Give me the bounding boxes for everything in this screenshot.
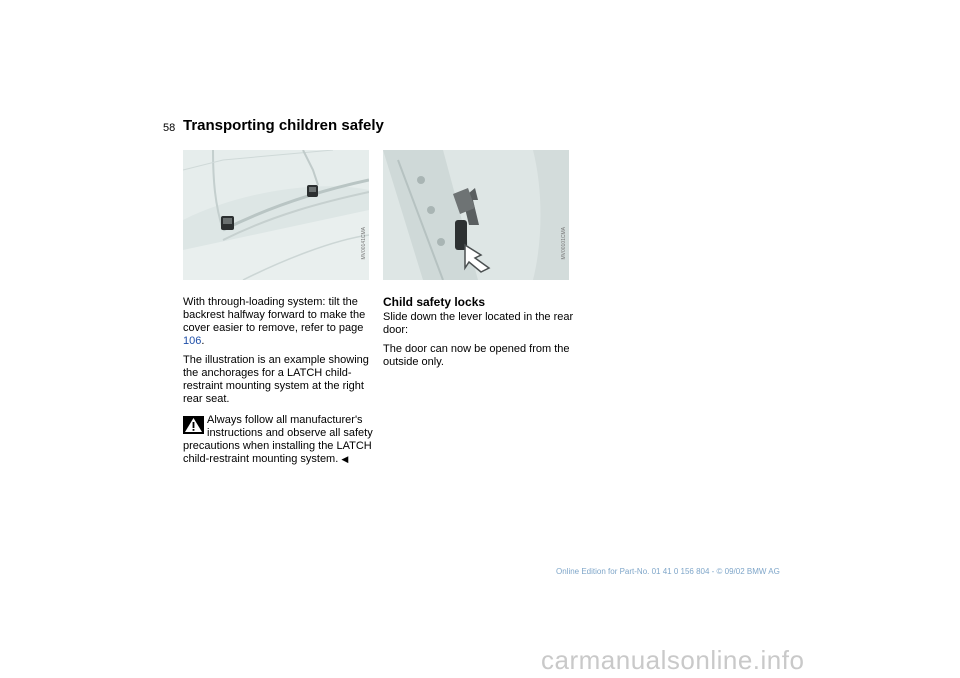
paragraph-text: . xyxy=(201,335,205,347)
seat-drawing xyxy=(183,150,369,280)
door-paragraph: The door can now be opened from the outside only. xyxy=(383,343,570,368)
through-loading-paragraph xyxy=(183,296,375,348)
door-drawing xyxy=(383,150,569,280)
left-column xyxy=(183,296,375,466)
lever-paragraph: Slide down the lever located in the rear door: xyxy=(383,311,574,336)
right-column xyxy=(383,296,575,375)
warning-text: instructions and observe all safety precautions when installing the LATCH child-restraint mounting system. xyxy=(183,427,373,465)
figure-code: MV00141CMA xyxy=(361,227,367,260)
warning-note xyxy=(183,414,375,466)
latch-paragraph: The illustration is an example showing the anchorages for a LATCH child-restraint mounting system at the right rear seat. xyxy=(183,354,369,405)
child-lock-illustration xyxy=(383,150,569,280)
footer-edition: Online Edition for Part-No. 01 41 0 156 804 - © 09/02 BMW AG xyxy=(556,567,780,576)
seat-anchorage-illustration xyxy=(183,150,369,280)
page-title: Transporting children safely xyxy=(183,117,384,134)
warning-triangle-icon xyxy=(183,416,204,434)
figure-code: MV00101CMA xyxy=(561,227,567,260)
paragraph-text: With through-loading system: tilt the backrest halfway forward to make the cover easier to remove, refer to page xyxy=(183,296,366,334)
page-link[interactable]: 106 xyxy=(183,335,202,347)
warning-text-first-line: Always follow all manufacturer's xyxy=(207,414,363,426)
child-safety-locks-heading: Child safety locks xyxy=(383,295,486,309)
watermark: carmanualsonline.info xyxy=(541,645,805,675)
end-mark-icon: ◀ xyxy=(341,454,349,464)
page-number: 58 xyxy=(163,122,176,134)
